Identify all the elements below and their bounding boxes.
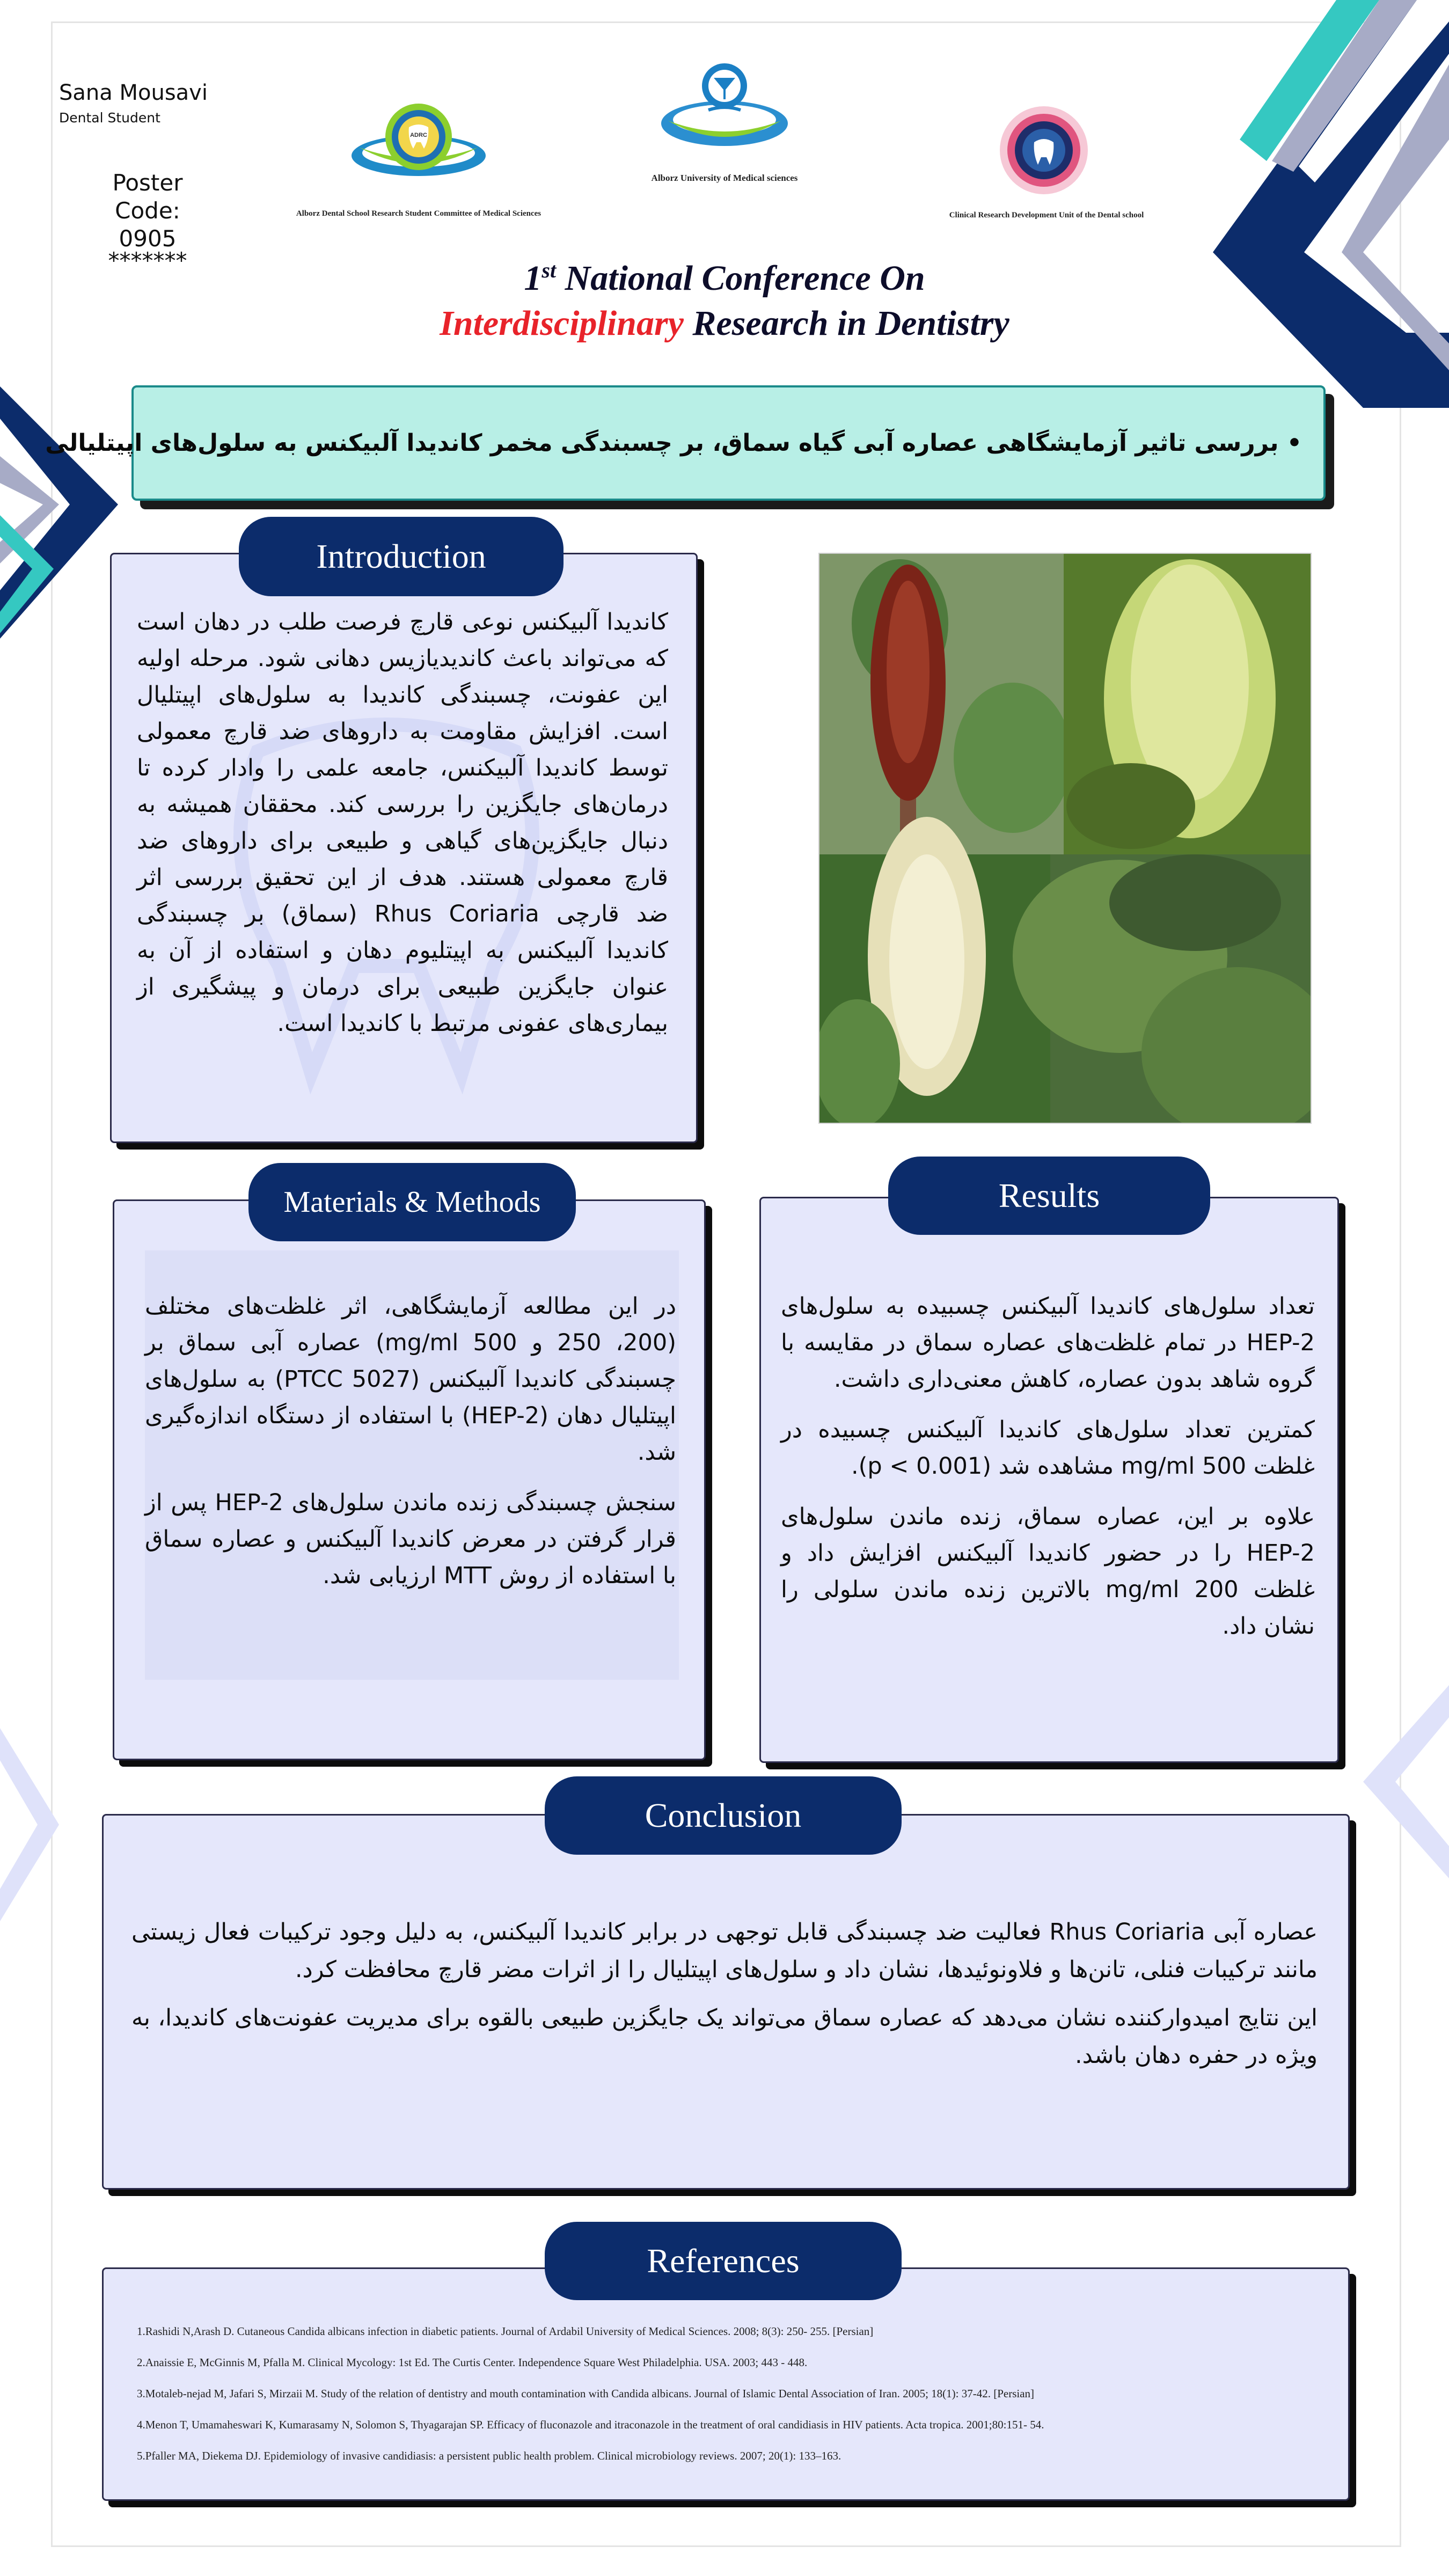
conference-title-highlight: Interdisciplinary: [440, 304, 684, 343]
university-logo-icon: [655, 56, 794, 158]
introduction-heading: Introduction: [239, 517, 564, 596]
poster-code-line4: *******: [108, 247, 187, 274]
author-role: Dental Student: [59, 110, 160, 126]
adrc-badge-text: ADRC: [410, 132, 427, 138]
conference-title-line2: [0, 303, 1449, 344]
poster-code-line3: 0905: [119, 225, 177, 252]
references-list: [137, 2325, 1323, 2480]
results-paragraph-1: تعداد سلول‌های کاندیدا آلبیکنس چسبیده به سلول‌های HEP-2 در تمام غلظت‌های عصاره سماق در مقایسه با گروه شاهد بدون عصاره، کاهش معنی‌داری داشت.: [781, 1293, 1315, 1393]
conference-title-line1: [0, 258, 1449, 299]
references-heading: References: [545, 2222, 902, 2300]
introduction-text: کاندیدا آلبیکنس نوعی قارچ فرصت طلب در دهان است که می‌تواند باعث کاندیدیازیس دهانی شود. مرحله اولیه این عفونت، چسبندگی کاندیدا به سلول‌های اپیتلیال است. افزایش مقاومت به داروهای ضد قارچ معمولی توسط کاندیدا آلبیکنس، جامعه علمی را وادار کرده تا درمان‌های جایگزین را بررسی کند. محققان همیشه به دنبال جایگزین‌های گیاهی و طبیعی برای داروهای ضد قارچ معمولی هستند. هدف از این تحقیق بررسی اثر ضد قارچی Rhus Coriaria (سماق) بر چسبندگی کاندیدا آلبیکنس به اپیتلیوم دهان و استفاده از آن به عنوان جایگزین طبیعی برای درمان و پیشگیری از بیماری‌های عفونی مرتبط با کاندیدا است.: [137, 609, 668, 1037]
conference-number: 1: [524, 259, 542, 298]
results-heading: Results: [888, 1157, 1210, 1235]
corner-decoration-top-right: [1202, 0, 1449, 408]
poster-code-line1: Poster: [112, 170, 183, 196]
conference-title-rest: National Conference On: [556, 259, 925, 298]
university-logo-caption: Alborz University of Medical sciences: [651, 173, 798, 183]
reference-item: 1.Rashidi N,Arash D. Cutaneous Candida albicans infection in diabetic patients. Journal of Ardabil University of Medical Sciences. 2008; 8(3): 250- 255. [Persian]: [137, 2325, 874, 2338]
conclusion-paragraph-2: این نتایج امیدوارکننده نشان می‌دهد که عصاره سماق می‌تواند یک جایگزین طبیعی بالقوه برای مدیریت عفونت‌های کاندیدا، به ویژه در حفره دهان باشد.: [131, 2004, 1318, 2069]
adrc-logo-icon: [349, 89, 488, 196]
watermark-chevron-left: [0, 1728, 59, 1921]
watermark-chevron-right: [1363, 1685, 1449, 1878]
adrc-logo-caption: Alborz Dental School Research Student Committee of Medical Sciences: [296, 209, 541, 218]
reference-item: 2.Anaissie E, McGinnis M, Pfalla M. Clinical Mycology: 1st Ed. The Curtis Center. Independence Square West Philadelphia. USA. 2003; 443 - 448.: [137, 2356, 808, 2369]
poster-title-box: [45, 385, 1326, 501]
methods-heading: Materials & Methods: [248, 1163, 576, 1241]
results-paragraph-2: کمترین تعداد سلول‌های کاندیدا آلبیکنس چسبیده در غلظت 500 mg/ml مشاهده شد (p < 0.001).: [781, 1416, 1315, 1480]
sumac-photo-collage: [818, 553, 1312, 1124]
reference-item: 3.Motaleb-nejad M, Jafari S, Mirzaii M. Study of the relation of dentistry and mouth contamination with Candida albicans. Journal of Islamic Dental Association of Iran. 2005; 18(1): 37-42. [Persian]: [137, 2387, 1035, 2400]
sumac-photo-image: [819, 554, 1311, 1123]
methods-paragraph-2: سنجش چسبندگی زنده ماندن سلول‌های HEP-2 پس از قرار گرفتن در معرض کاندیدا آلبیکنس و عصاره سماق با استفاده از روش MTT ارزیابی شد.: [145, 1489, 677, 1589]
results-paragraph-3: علاوه بر این، عصاره سماق، زنده ماندن سلول‌های HEP-2 را در حضور کاندیدا آلبیکنس افزایش داد و غلظت 200 mg/ml بالاترین زنده ماندن سلولی را نشان داد.: [781, 1503, 1315, 1640]
clinical-unit-logo-icon: [998, 105, 1089, 196]
reference-item: 4.Menon T, Umamaheswari K, Kumarasamy N, Solomon S, Thyagarajan SP. Efficacy of fluconazole and itraconazole in the treatment of oral candidiasis in HIV patients. Acta tropica. 2001;80:151- 54.: [137, 2418, 1044, 2431]
author-name: Sana Mousavi: [59, 80, 208, 105]
poster-title: • بررسی تاثیر آزمایشگاهی عصاره آبی گیاه سماق، بر چسبندگی مخمر کاندیدا آلبیکنس به سلول‌های اپیتلیالی: [45, 429, 1302, 457]
clinical-unit-logo-caption: Clinical Research Development Unit of the Dental school: [949, 211, 1144, 219]
methods-text: [145, 1288, 676, 1594]
poster-code-line2: Code:: [115, 197, 180, 224]
methods-paragraph-1: در این مطالعه آزمایشگاهی، اثر غلظت‌های مختلف (200، 250 و 500 mg/ml) عصاره آبی سماق بر چسبندگی کاندیدا آلبیکنس (PTCC 5027) به سلول‌های اپیتلیال دهان (HEP-2) با استفاده از دستگاه اندازه‌گیری شد.: [145, 1293, 677, 1466]
poster-code: [80, 169, 215, 274]
reference-item: 5.Pfaller MA, Diekema DJ. Epidemiology of invasive candidiasis: a persistent public health problem. Clinical microbiology reviews. 2007; 20(1): 133–163.: [137, 2449, 841, 2462]
conclusion-text: [131, 1913, 1318, 2074]
conference-title-line2-rest: Research in Dentistry: [683, 304, 1009, 343]
conference-ordinal: st: [541, 258, 557, 282]
conclusion-paragraph-1: عصاره آبی Rhus Coriaria فعالیت ضد چسبندگی قابل توجهی در برابر کاندیدا آلبیکنس، به دلیل وجود ترکیبات فعال زیستی مانند ترکیبات فنلی، تانن‌ها و فلاونوئیدها، نشان داد و سلول‌های اپیتلیال را از اثرات مضر قارچ محافظت کرد.: [131, 1919, 1318, 1983]
conclusion-heading: Conclusion: [545, 1776, 902, 1855]
results-text: [781, 1288, 1315, 1644]
